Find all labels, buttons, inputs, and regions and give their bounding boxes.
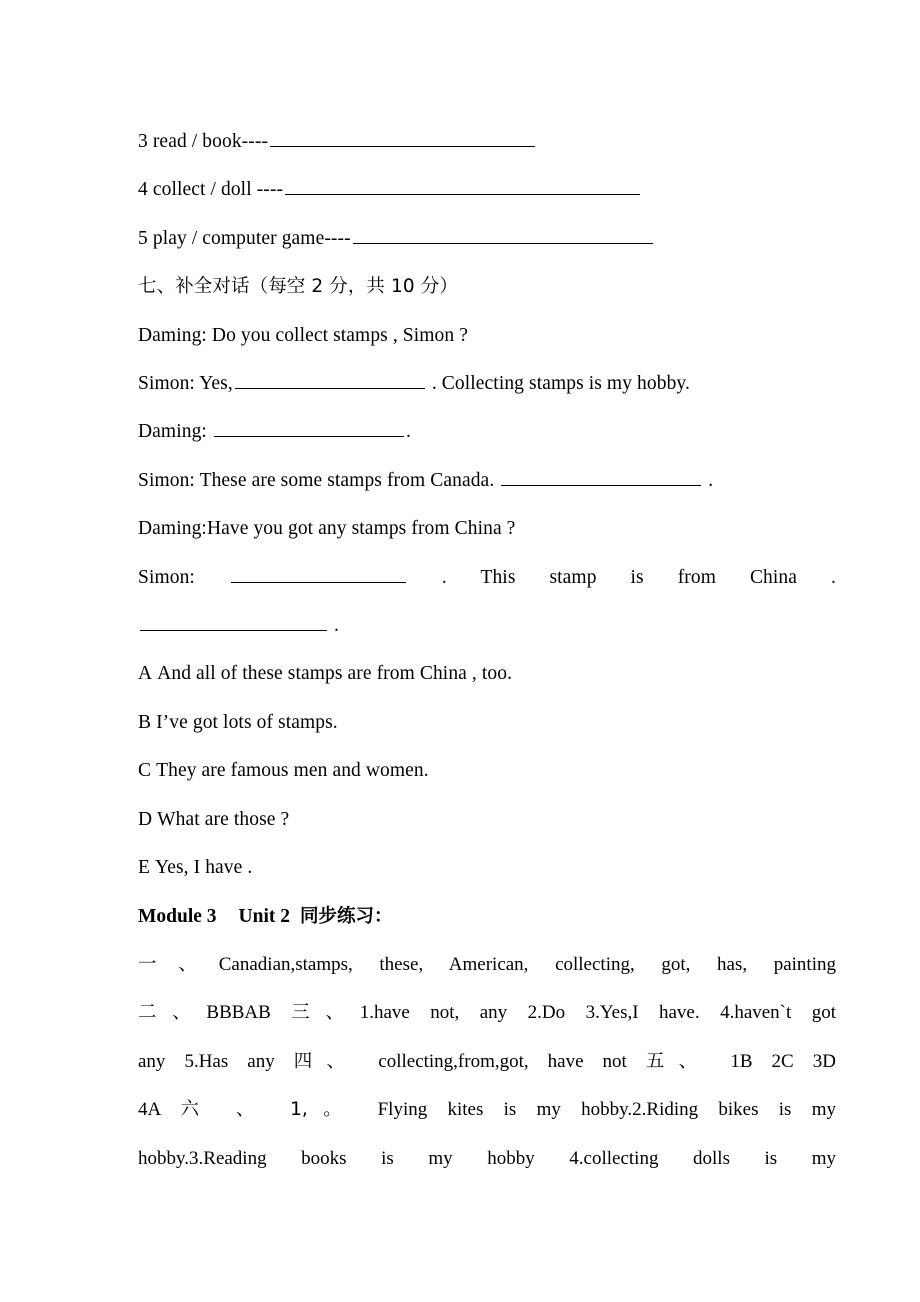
section-seven-label: 七、补全对话（每空 2 分，共 10 分） bbox=[138, 276, 458, 298]
answer-key-line-3 bbox=[138, 1038, 836, 1086]
option-b-text: I’ve got lots of stamps. bbox=[156, 711, 338, 733]
dialogue-blank-1[interactable] bbox=[235, 370, 425, 389]
answer-key-2-c: 2.Do bbox=[527, 1002, 566, 1024]
answer-key-5-word-4: my bbox=[428, 1147, 453, 1169]
dialogue-blank-5[interactable] bbox=[140, 612, 327, 631]
answer-key-3-cn-a: 四、 bbox=[293, 1050, 360, 1072]
dialogue-line-2 bbox=[138, 360, 836, 408]
answer-key-1-word-7: painting bbox=[773, 953, 836, 975]
option-a-letter: A bbox=[138, 663, 153, 685]
answer-key-3-cn-b: 五、 bbox=[645, 1050, 712, 1072]
exercise-item-5 bbox=[138, 215, 836, 263]
answer-key-1-word-4: collecting, bbox=[555, 953, 635, 975]
dialogue-line-6-word-5: China bbox=[749, 566, 798, 588]
answer-key-4-b: 1,。 bbox=[290, 1099, 358, 1121]
dialogue-blank-2[interactable] bbox=[214, 419, 404, 438]
answer-key-4-word-5: hobby.2.Riding bbox=[581, 1099, 699, 1121]
dialogue-line-6-word-2: stamp bbox=[549, 566, 597, 588]
answer-key-4-word-1: Flying bbox=[377, 1099, 428, 1121]
exercise-5-number: 5 bbox=[138, 227, 148, 249]
dialogue-line-3-suffix: . bbox=[405, 421, 411, 443]
answer-key-4-a: 4A bbox=[138, 1099, 161, 1121]
option-c-text: They are famous men and women. bbox=[156, 760, 429, 782]
answer-key-3-e: 3D bbox=[812, 1050, 836, 1072]
dialogue-blank-3[interactable] bbox=[501, 467, 701, 486]
option-item-c bbox=[138, 747, 836, 795]
answer-key-2-a: BBBAB bbox=[206, 1002, 271, 1024]
exercise-5-prompt: play / computer game---- bbox=[152, 227, 351, 249]
answer-key-3-a: any bbox=[138, 1050, 166, 1072]
answer-key-3-d: 1B 2C bbox=[730, 1050, 794, 1072]
exercise-item-3 bbox=[138, 118, 836, 166]
answer-key-5-word-8: is bbox=[764, 1147, 778, 1169]
dialogue-line-6-word-3: is bbox=[630, 566, 644, 588]
answer-key-5-word-5: hobby bbox=[487, 1147, 535, 1169]
exercise-item-4 bbox=[138, 166, 836, 214]
answer-key-5-word-3: is bbox=[381, 1147, 394, 1169]
dialogue-line-3-prefix: Daming: bbox=[138, 421, 207, 443]
answer-key-1-word-5: got, bbox=[661, 953, 691, 975]
heading-cn-suffix: 同步练习： bbox=[300, 905, 393, 927]
option-item-a bbox=[138, 650, 836, 698]
answer-key-5-word-7: dolls bbox=[693, 1147, 730, 1169]
answer-key-5-word-2: books bbox=[301, 1147, 347, 1169]
option-d-letter: D bbox=[138, 808, 153, 830]
dialogue-line-2-prefix: Simon: Yes, bbox=[138, 373, 233, 395]
option-item-e bbox=[138, 844, 836, 892]
answer-key-3-c: collecting,from,got, have not bbox=[378, 1050, 627, 1072]
exercise-5-answer-blank[interactable] bbox=[353, 225, 653, 244]
dialogue-line-7 bbox=[138, 602, 836, 650]
exercise-4-answer-blank[interactable] bbox=[285, 176, 640, 195]
dialogue-line-6-word-6: . bbox=[831, 566, 836, 588]
option-e-letter: E bbox=[138, 857, 151, 879]
dialogue-line-6 bbox=[138, 554, 836, 602]
answer-key-3-b: 5.Has any bbox=[184, 1050, 275, 1072]
option-a-text: And all of these stamps are from China , too. bbox=[157, 663, 513, 685]
answer-key-2-cn-b: 三、 bbox=[291, 1002, 360, 1024]
answer-key-4-word-4: my bbox=[536, 1099, 561, 1121]
option-c-letter: C bbox=[138, 760, 152, 782]
dialogue-line-6-period: . bbox=[441, 566, 447, 588]
dialogue-line-5-text: Daming:Have you got any stamps from China ? bbox=[138, 518, 516, 540]
answer-key-1-word-3: American, bbox=[448, 953, 529, 975]
answer-key-5-word-9: my bbox=[811, 1147, 837, 1169]
dialogue-line-3 bbox=[138, 408, 836, 456]
dialogue-line-4-suffix: . bbox=[708, 469, 714, 491]
answer-key-line-2 bbox=[138, 989, 836, 1037]
answer-key-5-word-6: 4.collecting bbox=[569, 1147, 659, 1169]
exercise-4-prompt: collect / doll ---- bbox=[152, 179, 284, 201]
heading-unit: Unit 2 bbox=[238, 905, 291, 927]
section-seven-heading bbox=[138, 263, 836, 311]
dialogue-line-2-suffix: . Collecting stamps is my hobby. bbox=[431, 373, 690, 395]
answer-key-4-word-2: kites bbox=[447, 1099, 484, 1121]
answer-key-2-e: 4.haven`t got bbox=[720, 1002, 837, 1024]
dialogue-line-6-word-4: from bbox=[677, 566, 716, 588]
dialogue-line-7-period: . bbox=[333, 615, 339, 637]
heading-module: Module 3 bbox=[138, 905, 217, 927]
dialogue-blank-4[interactable] bbox=[231, 564, 406, 583]
answer-key-line-5 bbox=[138, 1135, 836, 1183]
exercise-4-number: 4 bbox=[138, 179, 148, 201]
dialogue-line-4 bbox=[138, 457, 836, 505]
answer-key-2-d: 3.Yes,I have. bbox=[585, 1002, 700, 1024]
exercise-3-answer-blank[interactable] bbox=[270, 128, 535, 147]
answer-key-1-word-1: Canadian,stamps, bbox=[218, 953, 353, 975]
exercise-3-number: 3 bbox=[138, 131, 148, 152]
answer-key-4-word-7: is bbox=[778, 1099, 792, 1121]
dialogue-line-4-prefix: Simon: These are some stamps from Canada. bbox=[138, 469, 495, 491]
answer-key-2-cn-a: 二、 bbox=[138, 1002, 207, 1024]
option-item-d bbox=[138, 796, 836, 844]
answer-key-line-4 bbox=[138, 1086, 836, 1134]
answer-key-1-word-6: has, bbox=[717, 953, 748, 975]
exercise-3-prompt: read / book---- bbox=[152, 131, 269, 152]
answer-key-4-cn: 六 、 bbox=[180, 1099, 270, 1121]
answer-key-4-word-3: is bbox=[503, 1099, 517, 1121]
answer-key-1-word-2: these, bbox=[379, 953, 424, 975]
answer-key-heading bbox=[138, 893, 836, 941]
dialogue-line-5 bbox=[138, 505, 836, 553]
answer-key-1-cn: 一、 bbox=[138, 953, 219, 975]
dialogue-line-6-prefix: Simon: bbox=[138, 566, 195, 588]
answer-key-4-word-8: my bbox=[811, 1099, 837, 1121]
answer-key-line-1 bbox=[138, 941, 836, 989]
dialogue-line-6-word-1: This bbox=[480, 566, 516, 588]
option-e-text: Yes, I have . bbox=[155, 857, 253, 879]
dialogue-line-1 bbox=[138, 312, 836, 360]
answer-key-2-b: 1.have not, any bbox=[359, 1002, 508, 1024]
answer-key-4-word-6: bikes bbox=[718, 1099, 759, 1121]
option-item-b bbox=[138, 699, 836, 747]
dialogue-line-1-text: Daming: Do you collect stamps , Simon ? bbox=[138, 324, 468, 346]
option-d-text: What are those ? bbox=[157, 808, 290, 830]
option-b-letter: B bbox=[138, 711, 152, 733]
answer-key-5-word-1: hobby.3.Reading bbox=[138, 1147, 267, 1169]
